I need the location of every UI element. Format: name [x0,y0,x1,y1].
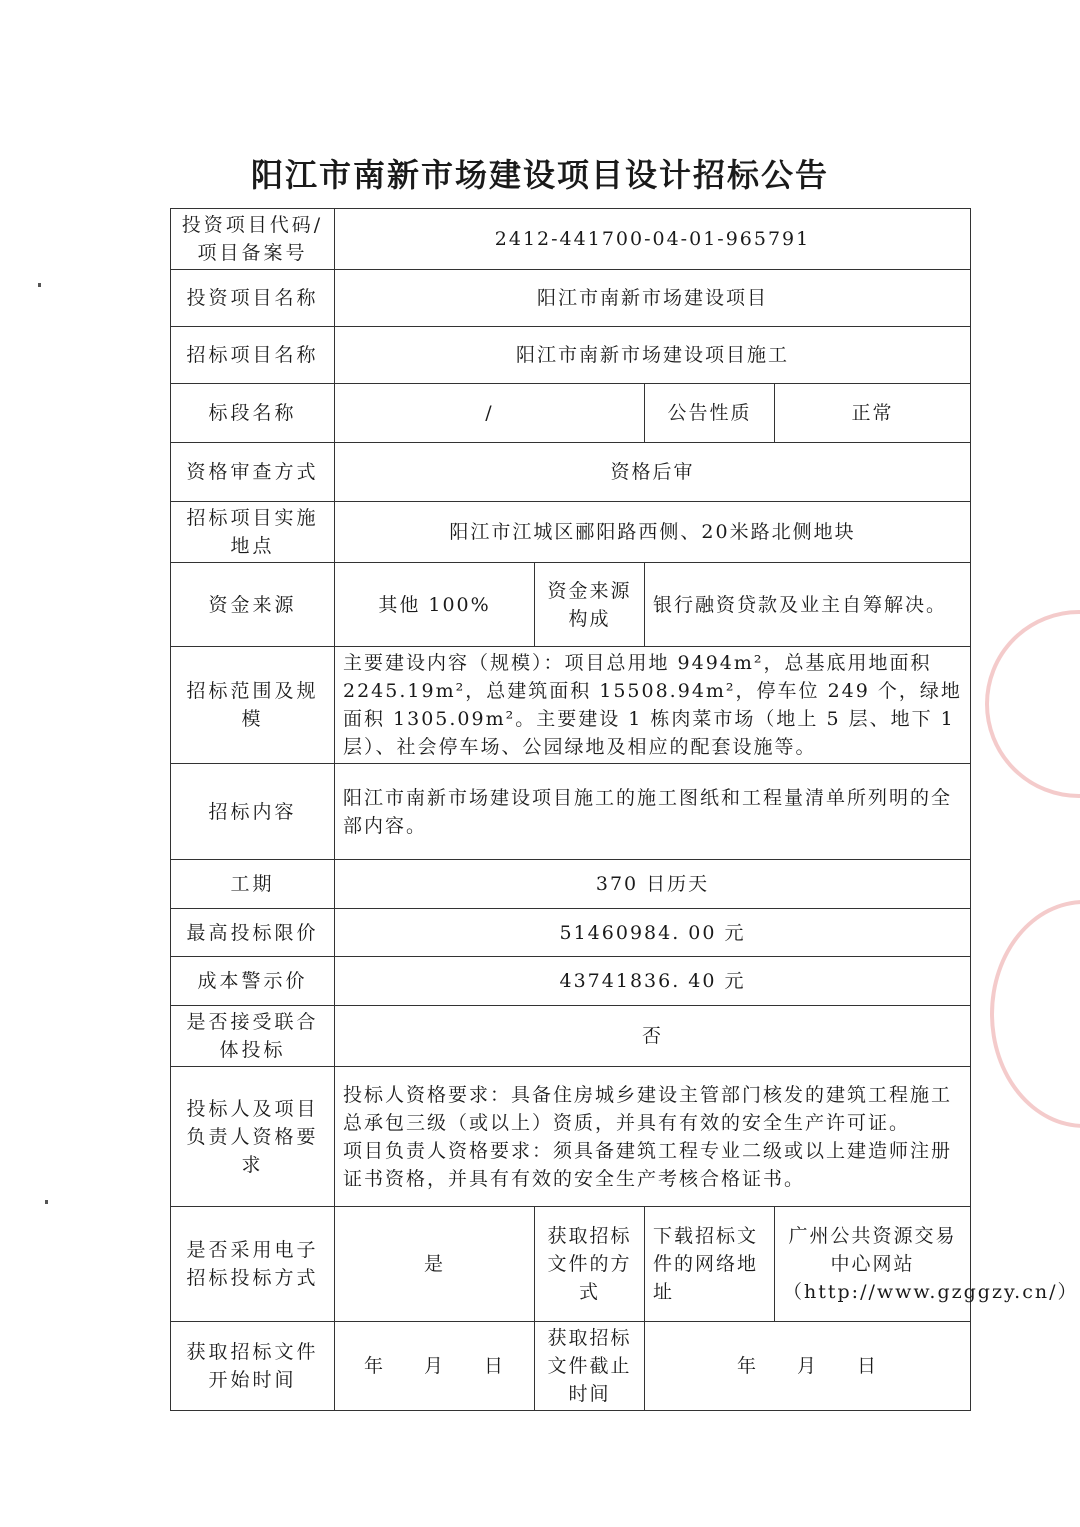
project-name-label: 投资项目名称 [171,270,335,327]
funding-composition-label: 资金来源构成 [535,563,645,647]
table-row [171,327,971,384]
project-name-value: 阳江市南新市场建设项目 [335,270,971,327]
deadline-label: 获取招标文件截止时间 [535,1322,645,1411]
deadline-value [645,1322,971,1411]
table-row [171,563,971,647]
start-month: 月 [423,1355,445,1377]
requirements-label: 投标人及项目负责人资格要求 [171,1067,335,1207]
max-price-value: 51460984. 00 元 [335,909,971,957]
section-name-value: / [335,384,645,443]
start-time-value [335,1322,535,1411]
max-price-label: 最高投标限价 [171,909,335,957]
table-row [171,270,971,327]
tender-content-value: 阳江市南新市场建设项目施工的施工图纸和工程量清单所列明的全部内容。 [335,764,971,860]
qualification-review-value: 资格后审 [335,443,971,502]
start-time-label: 获取招标文件开始时间 [171,1322,335,1411]
table-row [171,1322,971,1411]
project-code-label: 投资项目代码/项目备案号 [171,209,335,270]
tender-info-table [170,208,1079,1411]
consortium-value: 否 [335,1006,971,1067]
scope-label: 招标范围及规模 [171,647,335,764]
duration-value: 370 日历天 [335,860,971,909]
table-row [171,764,971,860]
project-code-value: 2412-441700-04-01-965791 [335,209,971,270]
start-day: 日 [484,1355,506,1377]
start-year: 年 [363,1355,385,1377]
acquisition-method-label: 获取招标文件的方式 [535,1207,645,1322]
duration-label: 工期 [171,860,335,909]
page-title: 阳江市南新市场建设项目设计招标公告 [250,156,829,194]
table-row [171,502,971,563]
table-row [171,209,971,270]
section-name-label: 标段名称 [171,384,335,443]
requirements-value [335,1067,971,1207]
deadline-month: 月 [797,1355,819,1377]
tender-content-label: 招标内容 [171,764,335,860]
funding-source-label: 资金来源 [171,563,335,647]
funding-source-value: 其他 100% [335,563,535,647]
scan-speck [45,1200,48,1204]
scope-value: 主要建设内容（规模）：项目总用地 9494m²，总基底用地面积 2245.19m²，总建筑面积 15508.94m²，停车位 249 个，绿地面积 1305.09m²。主要建设 1 栋肉菜市场（地上 5 层、地下 1 层）、社会停车场、公园绿地及相应的配套设施等。 [335,647,971,764]
table-row [171,1067,971,1207]
notice-nature-value: 正常 [775,384,971,443]
table-row [171,647,971,764]
table-row [171,860,971,909]
table-row [171,1207,971,1322]
deadline-day: 日 [857,1355,879,1377]
tender-name-value: 阳江市南新市场建设项目施工 [335,327,971,384]
qualification-review-label: 资格审查方式 [171,443,335,502]
cost-warning-label: 成本警示价 [171,957,335,1006]
electronic-bidding-value: 是 [335,1207,535,1322]
red-seal-stamp [990,900,1080,1128]
deadline-year: 年 [736,1355,758,1377]
bidder-requirement: 投标人资格要求：具备住房城乡建设主管部门核发的建筑工程施工总承包三级（或以上）资质，并具有有效的安全生产许可证。 [343,1083,953,1134]
notice-nature-label: 公告性质 [645,384,775,443]
manager-requirement: 项目负责人资格要求：须具备建筑工程专业二级或以上建造师注册证书资格，并具有有效的安全生产考核合格证书。 [343,1139,953,1190]
electronic-bidding-label: 是否采用电子招标投标方式 [171,1207,335,1322]
location-label: 招标项目实施地点 [171,502,335,563]
red-seal-stamp [985,610,1080,798]
cost-warning-value: 43741836. 40 元 [335,957,971,1006]
table-row [171,909,971,957]
funding-composition-value: 银行融资贷款及业主自筹解决。 [645,563,971,647]
location-value: 阳江市江城区郦阳路西侧、20米路北侧地块 [335,502,971,563]
tender-name-label: 招标项目名称 [171,327,335,384]
table-row [171,384,971,443]
table-row [171,957,971,1006]
scan-speck [38,283,41,287]
download-address-label: 下载招标文件的网络地址 [645,1207,775,1322]
table-row [171,1006,971,1067]
consortium-label: 是否接受联合体投标 [171,1006,335,1067]
table-row [171,443,971,502]
download-address-value: 广州公共资源交易中心网站（http://www.gzggzy.cn/） [775,1207,971,1322]
